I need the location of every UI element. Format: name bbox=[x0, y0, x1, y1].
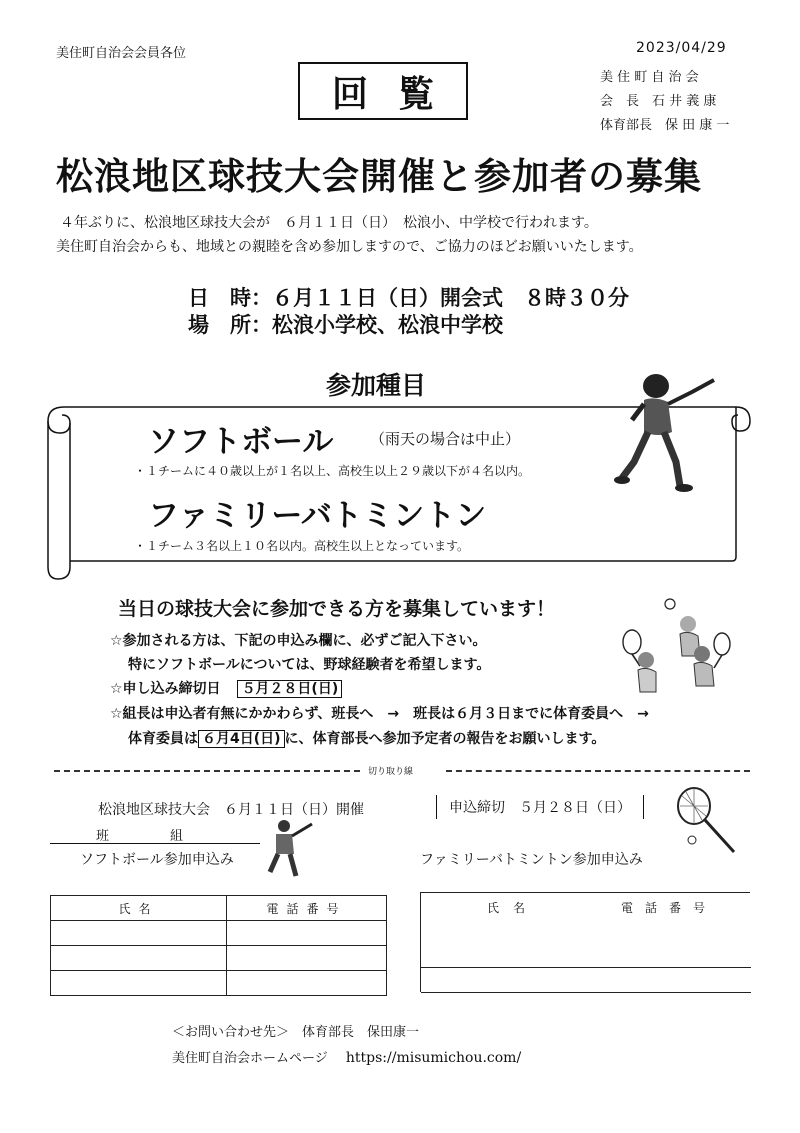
name-cell[interactable] bbox=[51, 921, 227, 946]
table-row bbox=[51, 896, 387, 921]
homepage-link[interactable]: https://misumichou.com/ bbox=[345, 1050, 522, 1066]
recruit-note-2 bbox=[110, 678, 342, 698]
col-name-header: 氏名 bbox=[51, 896, 227, 921]
badminton-col-phone-header: 電話番号 bbox=[621, 901, 718, 915]
badminton-bottom-line bbox=[421, 992, 751, 993]
han-kumi-underline bbox=[50, 843, 260, 844]
event-softball-rule: ・１チームに４０歳以上が１名以上、高校生以上２９歳以下が４名以内。 bbox=[134, 464, 531, 478]
phone-cell[interactable] bbox=[227, 946, 387, 971]
footer-contact: ＜お問い合わせ先＞ 体育部長 保田康一 bbox=[172, 1025, 420, 1040]
name-cell[interactable] bbox=[51, 971, 227, 996]
sports-head-name: 体育部長 保 田 康 一 bbox=[600, 118, 730, 133]
events-heading: 参加種目 bbox=[326, 371, 427, 400]
recruit-note-1a: ☆参加される方は、下記の申込み欄に、必ずご記入下さい。 bbox=[110, 633, 487, 649]
event-badminton-rule: ・１チーム３名以上１０名以内。高校生以上となっています。 bbox=[134, 539, 470, 553]
table-row bbox=[51, 971, 387, 996]
cut-line-label: 切り取り線 bbox=[368, 767, 414, 777]
badminton-row-line bbox=[421, 967, 751, 968]
phone-cell[interactable] bbox=[227, 971, 387, 996]
report-post: に、体育部長へ参加予定者の報告をお願いします。 bbox=[284, 731, 606, 747]
recruit-note-3b bbox=[128, 728, 605, 748]
event-softball-name: ソフトボール bbox=[148, 424, 334, 460]
softball-entry-table bbox=[50, 895, 387, 996]
page-title: 松浪地区球技大会開催と参加者の募集 bbox=[56, 155, 702, 198]
table-row bbox=[51, 921, 387, 946]
badminton-kids-illustration bbox=[610, 594, 740, 702]
cut-line-left bbox=[54, 770, 360, 772]
org-name: 美 住 町 自 治 会 bbox=[600, 70, 699, 85]
schedule-place: 場 所：松浪小学校、松浪中学校 bbox=[188, 313, 503, 337]
form-han-label: 班 bbox=[96, 829, 110, 844]
recruit-note-3a: ☆組長は申込者有無にかかわらず、班長へ → 班長は６月３日までに体育委員へ → bbox=[110, 706, 649, 722]
recruit-note-1b: 特にソフトボールについては、野球経験者を希望します。 bbox=[128, 657, 491, 673]
table-row bbox=[51, 946, 387, 971]
footer-homepage bbox=[172, 1047, 521, 1066]
name-cell[interactable] bbox=[51, 946, 227, 971]
racket-illustration bbox=[672, 784, 738, 856]
col-phone-header: 電話番号 bbox=[227, 896, 387, 921]
kairan-box: 回覧 bbox=[298, 62, 468, 120]
form-kumi-label: 組 bbox=[170, 829, 184, 844]
softball-batter-illustration bbox=[614, 370, 724, 495]
badminton-form-title: ファミリーバトミントン参加申込み bbox=[420, 852, 643, 868]
schedule-datetime: 日 時：６月１１日（日）開会式 ８時３０分 bbox=[188, 286, 629, 310]
badminton-col-name-header: 氏名 bbox=[487, 901, 540, 915]
report-pre: 体育委員は bbox=[128, 731, 198, 747]
addressee: 美住町自治会会員各位 bbox=[56, 46, 187, 61]
deadline-date: ５月２８日(日) bbox=[237, 680, 342, 698]
cut-line-right bbox=[446, 770, 750, 772]
badminton-entry-table bbox=[420, 892, 750, 992]
form-event-line: 松浪地区球技大会 ６月１１日（日）開催 bbox=[98, 802, 364, 818]
phone-cell[interactable] bbox=[227, 921, 387, 946]
intro-line-1: ４年ぶりに、松浪地区球技大会が ６月１１日（日） 松浪小、中学校で行われます。 bbox=[60, 215, 598, 231]
event-softball-note: （雨天の場合は中止） bbox=[370, 430, 521, 448]
softball-form-title: ソフトボール参加申込み bbox=[80, 852, 234, 868]
intro-line-2: 美住町自治会からも、地域との親睦を含め参加しますので、ご協力のほどお願いいたします。 bbox=[56, 239, 643, 255]
event-badminton-name: ファミリーバトミントン bbox=[148, 498, 487, 534]
form-deadline: 申込締切 ５月２８日（日） bbox=[436, 795, 644, 819]
issue-date: 2023/04/29 bbox=[636, 40, 727, 56]
report-date: ６月4日(日) bbox=[198, 730, 285, 748]
homepage-label: 美住町自治会ホームページ bbox=[172, 1051, 328, 1066]
deadline-label: ☆申し込み締切日 bbox=[110, 681, 221, 697]
chair-name: 会 長 石 井 義 康 bbox=[600, 94, 717, 109]
recruit-heading: 当日の球技大会に参加できる方を募集しています！ bbox=[118, 598, 556, 620]
small-batter-illustration bbox=[262, 818, 318, 882]
